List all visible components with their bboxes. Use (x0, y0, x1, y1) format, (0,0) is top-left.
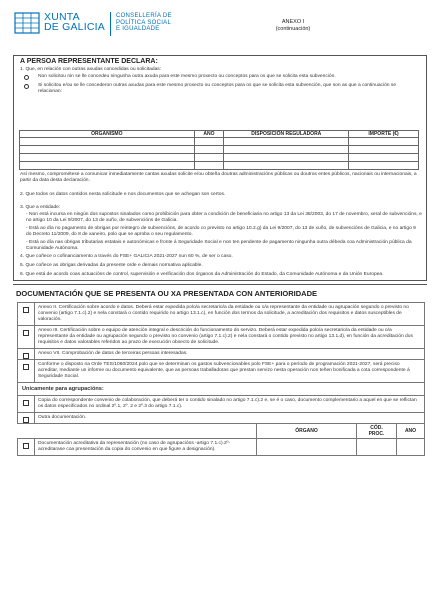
item3-c: - Está ao día nas obrigas tributarias estatais e autonómicas e fronte á Seguridade Social e non ten pendente de pagamento ningunha outra débeda coa Administración pública da Comunidade Autónoma. (26, 240, 412, 251)
doc-annex7-checkbox[interactable] (23, 353, 29, 359)
other-aid-table (19, 130, 419, 170)
representation-year-field[interactable] (397, 439, 425, 456)
col-organ: ÓRGANO (257, 424, 357, 439)
declaration-title: A PERSOA REPRESENTANTE DECLARA: (20, 58, 158, 65)
table-row (20, 162, 419, 170)
col-organism: ORGANISMO (20, 131, 195, 138)
col-amount: IMPORTE (€) (349, 131, 419, 138)
col-proc-code: CÓD. PROC. (357, 424, 397, 439)
doc-row-annex7 (18, 349, 425, 360)
doc-row-annex3 (18, 326, 425, 349)
doc-fse-checkbox[interactable] (23, 364, 29, 370)
doc-representation-checkbox[interactable] (23, 443, 29, 449)
table-header-row (20, 131, 419, 138)
col-year: ANO (194, 131, 224, 138)
option-b-text: Si solicitou e/ou se lle concederon outras axudas para este mesmo proxecto ou conceptos para os que se solicita esta subvención, que son as que a continuación se relacionan: (38, 83, 397, 94)
doc-row-agreement (18, 396, 425, 413)
doc-annex2-checkbox[interactable] (23, 307, 29, 313)
doc-other-checkbox[interactable] (23, 417, 29, 423)
xunta-shield-icon (14, 12, 40, 34)
xunta-wordmark: XUNTA DE GALICIA (44, 11, 105, 33)
commitment-text: Así mesmo, comprométese a comunicar inmediatamente cantas axudas solicite e/ou obteña doutras administracións públicas ou doutros entes públicos, nacionais ou internacionais, a partir da data desta declaración. (20, 172, 417, 183)
option-a-text: Non solicitou nin se lle concedeu ningunha outra axuda para este mesmo proxecto ou conceptos para os que se solicita esta subvención. (38, 74, 336, 79)
item1-intro: 1. Que, en relación con outras axudas concedidas ou solicitadas: (20, 67, 162, 72)
item3-intro: 3. Que a entidade: (20, 205, 61, 210)
doc-annex3-checkbox[interactable] (23, 330, 29, 336)
item6-text: 6. Que está de acordo coas actuacións de control, supervisión e verificación dos órganos da Administración do Estado, da Comunidade Autónoma e da Unión Europea. (20, 272, 422, 278)
xunta-logo (14, 12, 172, 36)
section-divider (13, 284, 427, 285)
annex-heading (263, 19, 323, 33)
item3-a: - Non está incursa en ningún dos supostos sinalados como prohibición para obter a condición de beneficiaria no artigo 13 da Lei 38/2003, do 17 de novembro, xeral de subvencións, e no artigo 10 da Lei 9/2007, do 13 de xuño, de subvencións de Galicia. (26, 212, 422, 223)
doc-row-representation (18, 439, 425, 456)
doc-annex7-text: Anexo VII. Comprobación de datos de terceiras persoas interesadas. (35, 349, 425, 360)
item3-b: - Está ao día no pagamento de obrigas por reintegro de subvencións, de acordo co previsto no artigo 10.2.g) da Lei 9/2007, do 13 de xuño, de subvencións de Galicia, e no artigo 9 do Decreto 11/2009, do 8 de xaneiro, polo que se aproba o seu regulamento. (26, 226, 416, 237)
option-b-radio[interactable] (24, 84, 29, 89)
doc-agreement-text: Copia do correspondente convenio de colaboración, que deberá ter o contido sinalado no artigo 7.1.c).2 e, se é o caso, documento complementario a aquel en que se reflictan os datos especificados no ordinal 2º.1, 2º. 2 e 2º.3 do artigo 7.1.c). (35, 396, 425, 413)
item4-text: 4. Que coñece o cofinanciamento a través do FSE+ GALICIA 2021-2027 nun 60 %, de ser o caso. (20, 254, 233, 259)
representation-organ-field[interactable] (257, 439, 357, 456)
col-regulation: DISPOSICIÓN REGULADORA (224, 131, 349, 138)
table-row (20, 138, 419, 146)
col-doc-year: ANO (397, 424, 425, 439)
item2-text: 2. Que todos os datos contidos nesta solicitude e nos documentos que se achegan son certos. (20, 192, 226, 197)
doc-other-text: Outra documentación. (35, 413, 425, 424)
doc-annex3-text: Anexo III. Certificación sobre o equipo de atención integral e descrición do funcionamento do servizo. Deberá estar expedida polo/a secretario/a da entidade ou o/a representante da entidade ou agrupación segundo o previsto no convenio (artigo 7.1.c).2) e nela constará o contido previsto no artigo 13.1.d), en función da acreditación dos requisitos e datos valorables referidos ao prazo de execución obxecto de solicitude. (35, 326, 425, 349)
groups-only-row (18, 383, 425, 396)
table-row (20, 146, 419, 154)
table-row (20, 154, 419, 162)
doc-annex2-text: Anexo II. Certificación sobre acordo e datos. Deberá estar expedida polo/a secretario/a da entidade ou o/a representante da entidade ou agrupación segundo o previsto no convenio (artigo 7.1.c).2) e nela constará o contido requirido no artigo 13.1.c), en función dos termos da solicitude, a acreditación dos requisitos e datos susceptibles de valoración. (35, 303, 425, 326)
page-header (14, 12, 425, 48)
item5-text: 5. Que coñece as obrigas derivadas da presente orde e demais normativa aplicable. (20, 263, 203, 268)
logo-divider (110, 12, 111, 36)
documentation-table (17, 302, 425, 456)
annex-title: ANEXO I (281, 19, 305, 25)
doc-fse-text: Conforme o disposto na Orde TES/1060/2024 polo que se determinan os gastos subvencionables polo FSE+ para o período de programación 2021-2027, será preciso acreditar, mediante un informe ou documento equivalente, que as persoas traballadoras que prestan servizo nesta operación non teñen bonificada a cota correspondente á Seguridade Social. (35, 360, 425, 383)
doc-row-other (18, 413, 425, 424)
doc-row-annex2 (18, 303, 425, 326)
groups-only-label: Unicamente para agrupacións: (18, 383, 425, 396)
previous-docs-header-row (18, 424, 425, 439)
doc-representation-text: Documentación acreditativa da representación (no caso de agrupacións -artigo 7.1.c).2º-acreditarase coa presentación da copia do convenio en que figure a designación). (35, 439, 257, 456)
option-a-radio[interactable] (24, 75, 29, 80)
representation-code-field[interactable] (357, 439, 397, 456)
department-name: CONSELLERÍA DE POLÍTICA SOCIAL E IGUALDADE (115, 13, 172, 33)
doc-agreement-checkbox[interactable] (23, 400, 29, 406)
documentation-title: DOCUMENTACIÓN QUE SE PRESENTA OU XA PRESENTADA CON ANTERIORIDADE (16, 289, 317, 298)
doc-row-fse (18, 360, 425, 383)
annex-subtitle: (continuación) (275, 26, 311, 32)
